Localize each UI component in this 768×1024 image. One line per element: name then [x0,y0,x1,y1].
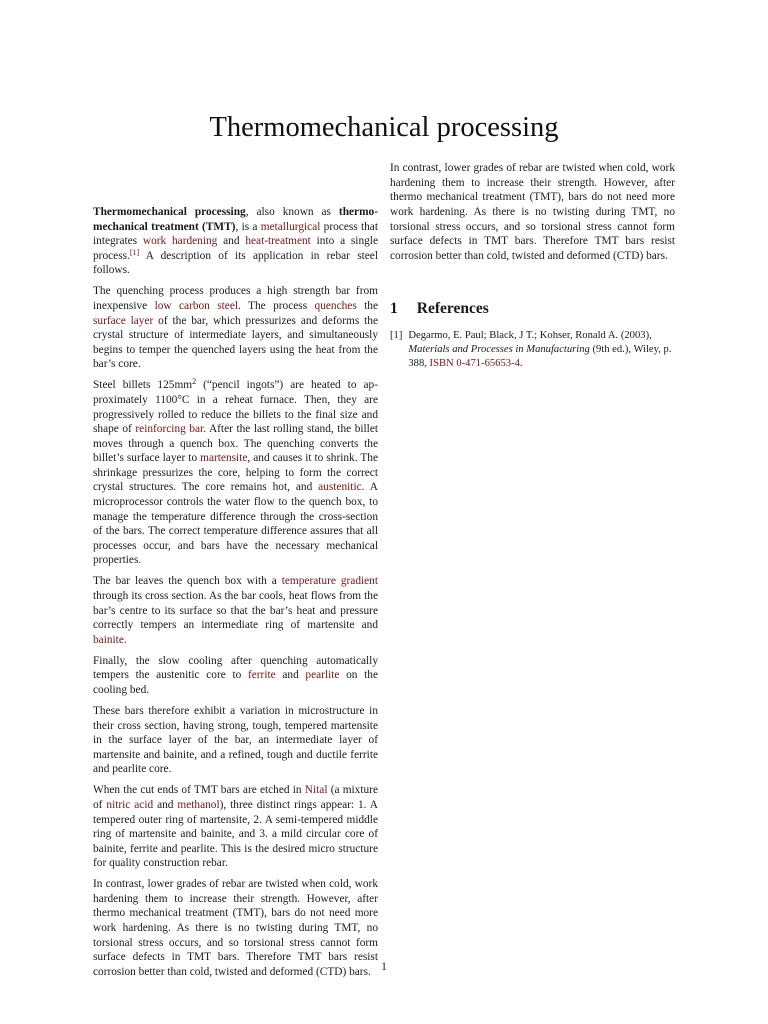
link-martensite[interactable]: martensite [200,452,248,465]
reference-item [390,329,675,371]
left-column [93,205,379,978]
paragraph-slow-cooling: Finally, the slow cooling after quenching automatically tempers the austenitic core to ferrite and pearlite on the cooling bed. [93,654,378,696]
section-number: 1 [390,300,398,317]
reference-book-title: Materials and Processes in Manufacturing [408,343,590,355]
link-quenches[interactable]: quenches [314,299,357,312]
link-heat-treatment[interactable]: heat-treatment [245,235,311,248]
term-thermomechanical-processing: Thermomechanical processing [93,206,246,218]
paragraph-quenching: The quenching process produces a high strength bar from inexpensive low carbon steel. The process quenches the surface layer of the bar, which pressurizes and deforms the crystal structure of intermediate layers, and simultaneously begins to temper the quenched layers using the heat from the bar’s core. [93,285,379,371]
link-pearlite[interactable]: pearlite [305,669,340,682]
link-low-carbon-steel[interactable]: low carbon steel [154,299,239,312]
link-nitric-acid[interactable]: nitric acid [106,798,154,811]
link-temperature-gradient[interactable]: temperature gradient [281,575,378,588]
paragraph-intro: Thermomechanical processing, also known as thermomechanical treatment (TMT), is a metallurgical process that integrates work hardening and heat-treatment into a single process.[1] A description of its application in rebar steel follows. [93,206,378,277]
reference-text: Degarmo, E. Paul; Black, J T.; Kohser, Ronald A. (2003), Materials and Processes in Manufacturing (9th ed.), Wiley, p. 388, ISBN 0-471-65653-4. [408,329,672,369]
section-heading-references [390,302,675,317]
reference-number: [1] [390,329,403,341]
link-bainite[interactable]: bainite [93,633,124,646]
link-work-hardening[interactable]: work hardening [142,235,218,248]
paragraph-contrast: In contrast, lower grades of rebar are twisted when cold, work hardening them to increase their strength. However, after thermo mechanical treatment (TMT), bars do not need more work hardening. As there is no twisting during TMT, no torsional stress occurs, and so torsional stress cannot form surface defects in TMT bars. Therefore TMT bars resist corrosion better than cold, twisted and deformed (CTD) bars. [93,878,378,978]
right-column [390,162,675,371]
page-number: 1 [381,961,387,973]
section-title: References [416,300,489,317]
link-methanol[interactable]: methanol [177,798,220,811]
link-nital[interactable]: Nital [304,784,328,797]
link-reinforcing-bar[interactable]: reinforcing bar [135,423,204,436]
link-austenitic[interactable]: austenitic [318,481,362,494]
link-metallurgical[interactable]: metallurgical [260,220,321,233]
page-title: Thermomechanical processing [209,112,559,143]
link-surface-layer[interactable]: surface layer [93,314,154,327]
paragraph-microstructure: These bars therefore exhibit a variation in microstructure in their cross section, having strong, tough, tempered martensite in the surface layer of the bar, an intermediate layer of martensite and bainite, and a refined, tough and ductile ferrite and pearlite core. [93,704,378,776]
link-isbn[interactable]: ISBN 0-471-65653-4 [429,357,520,369]
term-tmt: thermomechanical treatment (TMT) [93,206,378,233]
link-ferrite[interactable]: ferrite [247,669,276,682]
paragraph-quench-box: The bar leaves the quench box with a temperature gradient through its cross section. As the bar cools, heat flows from the bar’s centre to its surface so that the bar’s heat and pressure correctly tempers an intermediate ring of martensite and bainite. [93,575,378,646]
paragraph-contrast-continued: In contrast, lower grades of rebar are twisted when cold, work hardening them to increase their strength. However, after thermo mechanical treatment (TMT), bars do not need more work hardening. As there is no twisting during TMT, no torsional stress occurs, and so torsional stress cannot form surface defects in TMT bars. Therefore TMT bars resist corrosion better than cold, twisted and deformed (CTD) bars. [390,162,675,262]
citation-link-1[interactable]: [1] [129,247,140,257]
paragraph-etching: When the cut ends of TMT bars are etched in Nital (a mixture of nitric acid and methanol), three distinct rings appear: 1. A tempered outer ring of martensite, 2. A semi-tempered middle ring of martensite and bainite, and 3. a mild circular core of bainite, ferrite and pearlite. This is the desired micro structure for quality construction rebar. [93,784,378,870]
paragraph-billets: Steel billets $125mm^2$ (“pencil ingots”) are heated to approximately 1100°C in a reheat furnace. Then, they are progressively rolled to reduce the billets to the final size and shape of reinforcing bar. After the last rolling stand, the billet moves through a quench box. The quenching converts the billet’s surface layer to martensite, and causes it to shrink. The shrinkage pressurizes the core, helping to form the correct crystal structures. The core remains hot, and austenitic. A microprocessor controls the water flow to the quench box, to manage the temperature difference through the cross-section of the bars. The correct temperature difference assures that all processes occur, and bars have the necessary mechanical properties. [93,377,379,567]
